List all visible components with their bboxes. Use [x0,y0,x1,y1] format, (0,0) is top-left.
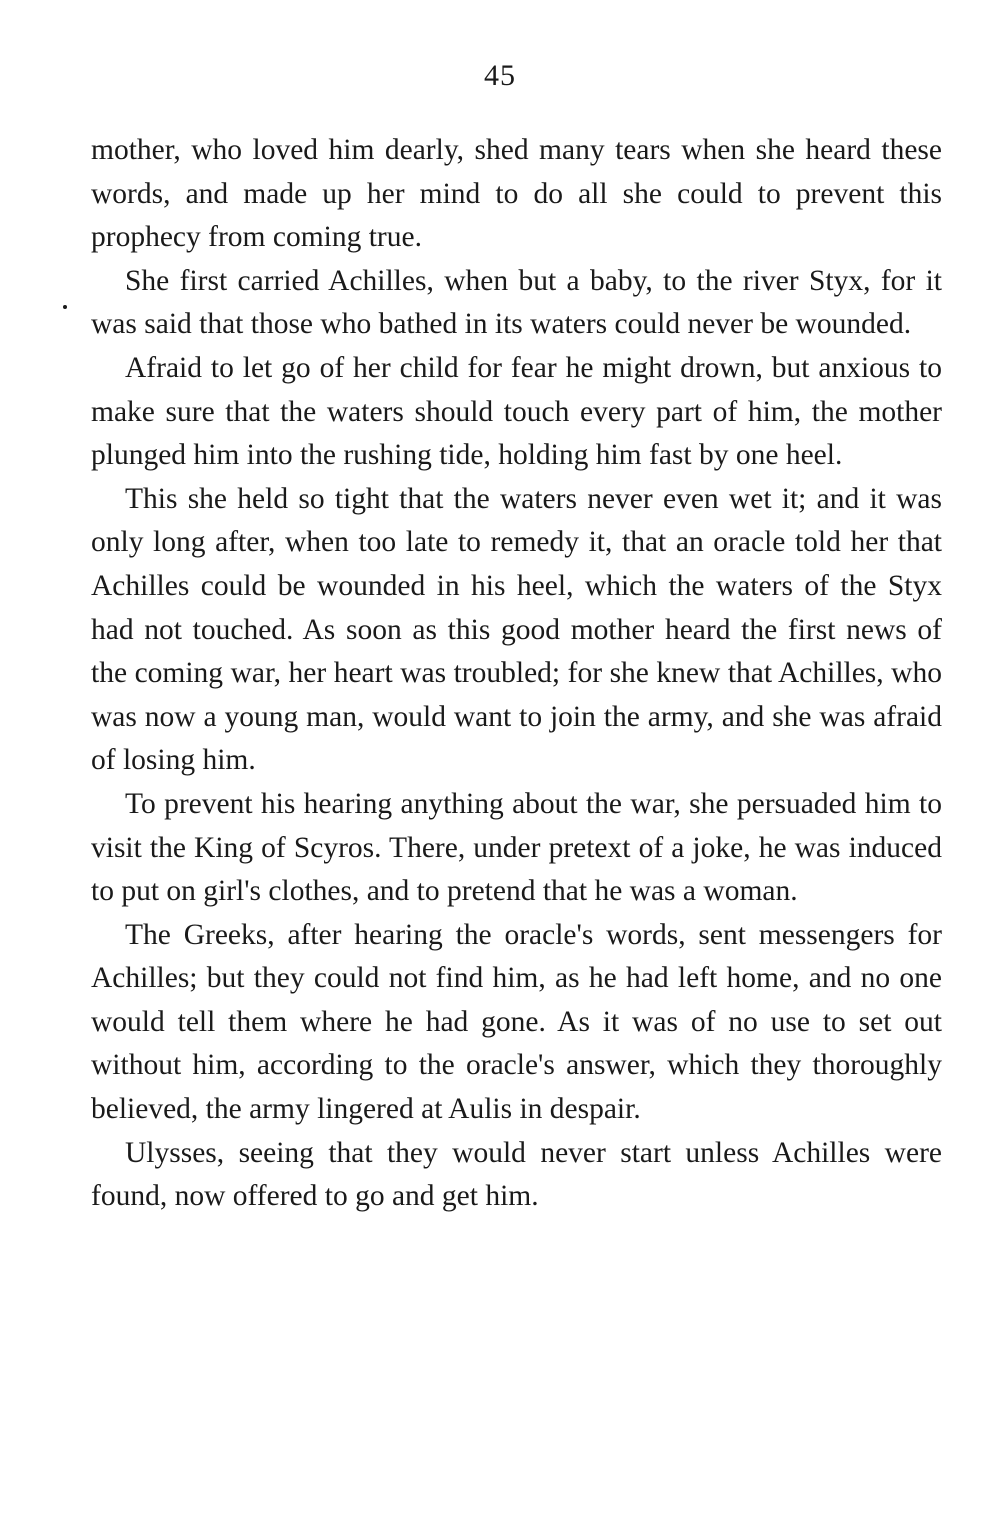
paragraph: This she held so tight that the waters never even wet it; and it was only long after, when too late to remedy it, that an oracle told her that Achilles could be wounded in his heel, which the waters of the Styx had not touched. As soon as this good mother heard the first news of the coming war, her heart was troubled; for she knew that Achilles, who was now a young man, would want to join the army, and she was afraid of losing him. [91,482,942,777]
print-speck [63,305,67,309]
paragraph: She first carried Achilles, when but a baby, to the river Styx, for it was said that those who bathed in its waters could never be wounded. [91,264,942,341]
body-text [91,129,942,1219]
paragraph: Ulysses, seeing that they would never start unless Achilles were found, now offered to go and get him. [91,1136,942,1213]
paragraph: Afraid to let go of her child for fear he might drown, but anxious to make sure that the waters should touch every part of him, the mother plunged him into the rushing tide, holding him fast by one heel. [91,351,942,472]
paragraph: mother, who loved him dearly, shed many tears when she heard these words, and made up her mind to do all she could to prevent this prophecy from coming true. [91,134,942,254]
page-number: 45 [484,59,516,92]
paragraph: The Greeks, after hearing the oracle's words, sent messengers for Achilles; but they could not find him, as he had left home, and no one would tell them where he had gone. As it was of no use to set out without him, according to the oracle's answer, which they thoroughly believed, the army lingered at Aulis in despair. [91,918,942,1126]
paragraph: To prevent his hearing anything about the war, she persuaded him to visit the King of Scyros. There, under pretext of a joke, he was induced to put on girl's clothes, and to pretend that he was a woman. [91,787,942,908]
